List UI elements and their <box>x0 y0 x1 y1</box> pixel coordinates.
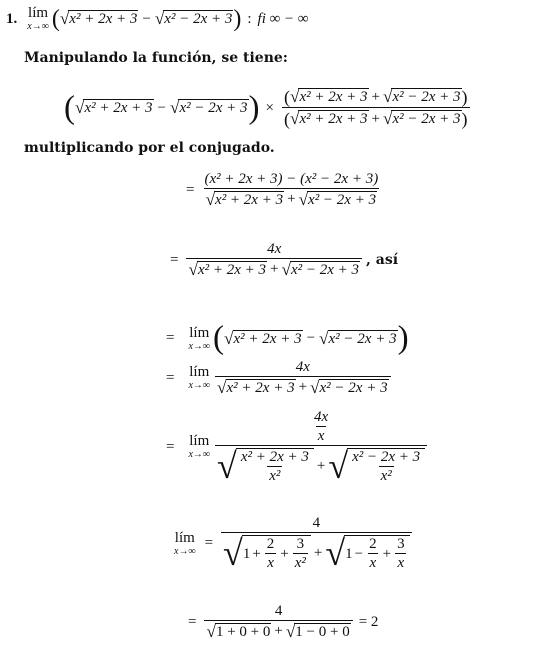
sqrt-term-1: √ x² + 2x + 3 <box>59 9 138 29</box>
intro-text: Manipulando la función, se tiene: <box>24 50 288 66</box>
step-4: = lím x→∞ 4x √ x² + 2x + 3 + √ x² − 2x + 3 <box>166 360 393 396</box>
step-5: = lím x→∞ $\frac{4x}{x}$ √ $\frac{\text{x² + 2x + 3}}{\text{x²}}$ + √ $\frac{\text{x² − 2x + 3}}{\text{x²}}$ <box>166 410 429 484</box>
problem-number: 1. <box>6 10 18 27</box>
asi-text: , así <box>366 252 399 269</box>
step-6: lím x→∞ = 4 √ 1 + $\frac{2}{x}$ + $\frac{3}{\text{x²}}$ + √ 1 − $\frac{2}{x}$ + $\frac{3}{x}$ <box>174 516 414 571</box>
sqrt-term-2: √ x² − 2x + 3 <box>154 9 233 29</box>
step-3: = lím x→∞ ( √ x² + 2x + 3 − √ x² − 2x + 3 ) <box>166 320 409 356</box>
conjugate-product: ( √ x² + 2x + 3 − √ x² − 2x + 3 ) × ( √ x² + 2x + 3 + √ x² − 2x + 3 ) ( √ x² + 2x + 3 + √ x² − 2x + 3 ) <box>64 87 468 129</box>
conjugate-text: multiplicando por el conjugado. <box>24 140 275 156</box>
result: = 2 <box>358 613 379 630</box>
limit-operator: lím x→∞ <box>27 5 49 32</box>
indeterminate-form: fi ∞ − ∞ <box>257 10 309 27</box>
step-2: = 4x √ x² + 2x + 3 + √ x² − 2x + 3 , así <box>170 241 399 279</box>
final-step: = 4 √ 1 + 0 + 0 + √ 1 − 0 + 0 = 2 <box>188 603 379 641</box>
conjugate-fraction: ( √ x² + 2x + 3 + √ x² − 2x + 3 ) ( √ x² + 2x + 3 + √ x² − 2x + 3 ) <box>284 87 468 129</box>
step-1: = (x² + 2x + 3) − (x² − 2x + 3) √ x² + 2x + 3 + √ x² − 2x + 3 <box>186 171 379 209</box>
problem-line: 1. lím x→∞ ( √ x² + 2x + 3 − √ x² − 2x + 3 ) : fi ∞ − ∞ <box>6 5 309 32</box>
